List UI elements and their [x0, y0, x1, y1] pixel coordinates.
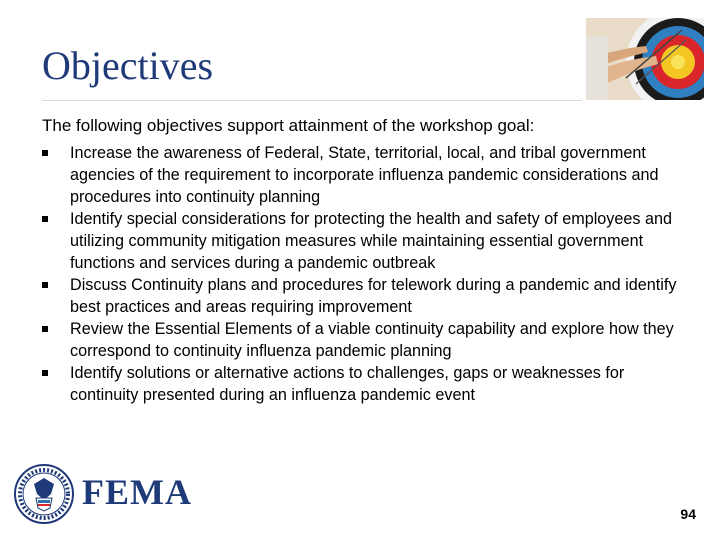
intro-text: The following objectives support attainment of the workshop goal:: [42, 116, 535, 135]
objective-text: Increase the awareness of Federal, State, territorial, local, and tribal government agencies of the requirement to incorporate influenza pandemic considerations and procedures into continuity planning: [70, 144, 659, 206]
square-bullet-icon: [42, 370, 48, 376]
list-item: [42, 318, 682, 362]
list-item: [42, 274, 682, 318]
archery-target-photo: [586, 18, 704, 100]
objectives-list: [42, 142, 682, 406]
list-item: [42, 208, 682, 274]
fema-logo-text: FEMA: [82, 472, 192, 512]
list-item: [42, 142, 682, 208]
slide-title: Objectives: [42, 43, 214, 88]
square-bullet-icon: [42, 150, 48, 156]
objective-text: Discuss Continuity plans and procedures for telework during a pandemic and identify best practices and areas requiring improvement: [70, 276, 677, 316]
list-item: [42, 362, 682, 406]
title-divider: [42, 100, 582, 101]
objective-text: Review the Essential Elements of a viable continuity capability and explore how they correspond to continuity influenza pandemic planning: [70, 320, 674, 360]
dhs-seal-icon: [14, 464, 74, 524]
objective-text: Identify solutions or alternative actions to challenges, gaps or weaknesses for continuity presented during an influenza pandemic event: [70, 364, 625, 404]
square-bullet-icon: [42, 326, 48, 332]
objective-text: Identify special considerations for protecting the health and safety of employees and utilizing community mitigation measures while maintaining essential government functions and services during a pandemic outbreak: [70, 210, 673, 272]
square-bullet-icon: [42, 282, 48, 288]
square-bullet-icon: [42, 216, 48, 222]
page-number: 94: [680, 506, 696, 522]
